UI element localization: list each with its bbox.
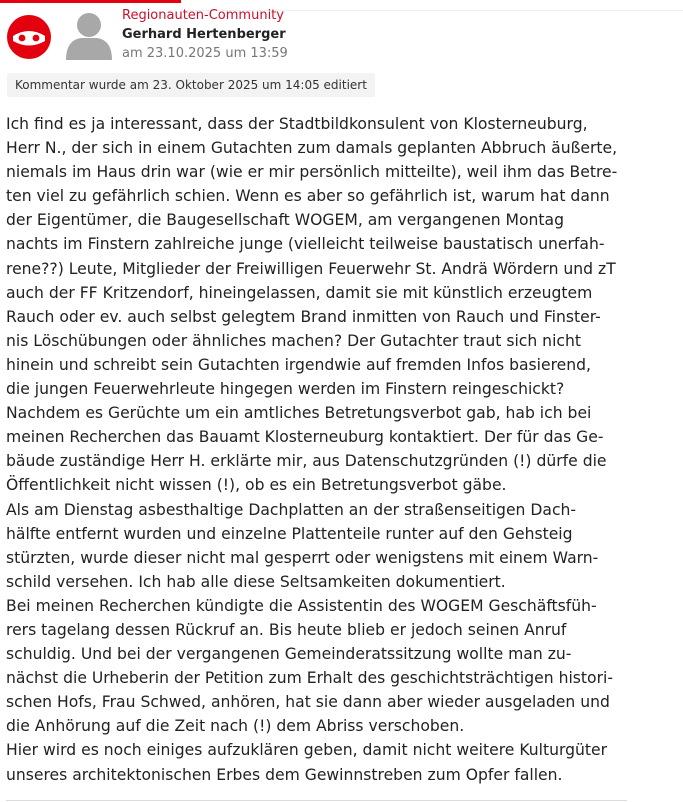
- author-name[interactable]: Gerhard Hertenberger: [122, 27, 286, 42]
- comment-line: rene??) Leute, Mitglieder der Freiwilligen Feuerwehr St. Andrä Wördern und zT: [6, 259, 616, 278]
- comment-line: Ich find es ja interessant, dass der Stadtbildkonsulent von Klosterneuburg,: [6, 115, 588, 133]
- top-accent-bar: [0, 0, 181, 3]
- comment-line: bäude zuständige Herr H. erklärte mir, aus Datenschutzgründen (!) dürfe die: [6, 452, 607, 471]
- post-date: am 23.10.2025 um 13:59: [122, 46, 288, 61]
- comment-line: schuldig. Und bei der vergangenen Gemeinderatssitzung wollte man zu-: [6, 645, 572, 664]
- comment-line: unseres architektonischen Erbes dem Gewinnstreben zum Opfer fallen.: [6, 765, 563, 784]
- comment-line: Herr N., der sich in einem Gutachten zum damals geplanten Abbruch äußerte,: [6, 139, 618, 158]
- comment-body: [6, 112, 636, 787]
- comment-line: Als am Dienstag asbesthaltige Dachplatten an der straßenseitigen Dach-: [6, 500, 577, 519]
- comment-line: nachts im Finstern zahlreiche junge (vielleicht teilweise baustatisch unerfah-: [6, 235, 605, 254]
- user-avatar-icon[interactable]: [66, 10, 112, 60]
- comment-line: nis Löschübungen oder ähnliches machen? Der Gutachter traut sich nicht: [6, 331, 581, 350]
- comment-line: Öffentlichkeit nicht wissen (!), ob es ein Betretungsverbot gäbe.: [6, 476, 507, 495]
- comment-line: hinein und schreibt sein Gutachten irgendwie auf fremden Infos basierend,: [6, 355, 592, 374]
- community-label[interactable]: Regionauten-Community: [122, 8, 284, 23]
- comment-divider: [6, 800, 627, 801]
- edited-notice: Kommentar wurde am 23. Oktober 2025 um 14:05 editiert: [7, 73, 375, 97]
- comment-line: stürzten, wurde dieser nicht mal gesperrt oder wenigstens mit einem Warn-: [6, 548, 599, 567]
- comment-line: ten viel zu gefährlich schien. Wenn es aber so gefährlich ist, warum hat dann: [6, 187, 610, 206]
- regionauten-logo-icon[interactable]: [6, 14, 52, 60]
- comment-line: nächst die Urheberin der Petition zum Erhalt des geschichtsträchtigen histori-: [6, 669, 613, 688]
- comment-line: auch der FF Kritzendorf, hineingelassen, damit sie mit künstlich erzeugtem: [6, 283, 593, 302]
- post-meta: [122, 7, 288, 62]
- comment-line: Hier wird es noch einiges aufzuklären geben, damit nicht weitere Kulturgüter: [6, 741, 608, 760]
- comment-line: die jungen Feuerwehrleute hingegen werden im Finstern reingeschickt?: [6, 380, 565, 399]
- comment-line: Nachdem es Gerüchte um ein amtliches Betretungsverbot gab, hab ich bei: [6, 404, 592, 423]
- comment-line: niemals im Haus drin war (wie er mir persönlich mitteilte), weil ihm das Betre-: [6, 163, 618, 182]
- comment-line: der Eigentümer, die Baugesellschaft WOGEM, am vergangenen Montag: [6, 211, 564, 230]
- comment-line: Rauch oder ev. auch selbst gelegtem Brand inmitten von Rauch und Finster-: [6, 307, 601, 326]
- comment-line: die Anhörung auf die Zeit nach (!) dem Abriss verschoben.: [6, 717, 465, 736]
- comment-line: meinen Recherchen das Bauamt Klosterneuburg kontaktiert. Der für das Ge-: [6, 428, 604, 447]
- comment-line: Bei meinen Recherchen kündigte die Assistentin des WOGEM Geschäftsfüh-: [6, 596, 597, 615]
- comment-line: rers tagelang dessen Rückruf an. Bis heute blieb er jedoch seinen Anruf: [6, 620, 567, 639]
- comment-line: schild versehen. Ich hab alle diese Seltsamkeiten dokumentiert.: [6, 572, 506, 591]
- comment-line: schen Hofs, Frau Schwed, anhören, hat sie dann aber wieder ausgeladen und: [6, 693, 610, 712]
- comment-line: hälfte entfernt wurden und einzelne Plattenteile runter auf den Gehsteig: [6, 524, 573, 543]
